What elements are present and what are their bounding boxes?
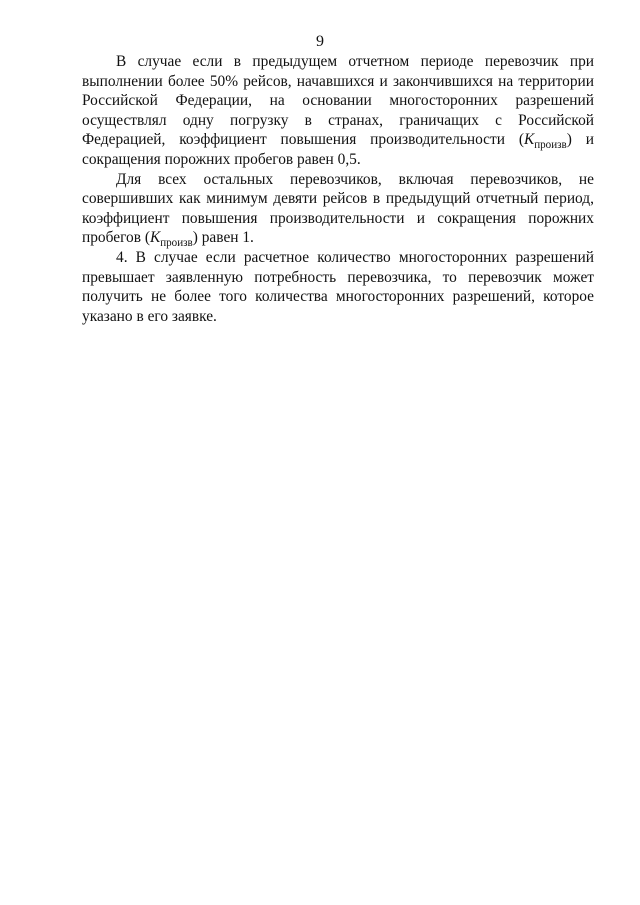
page-number: 9 [316,33,324,50]
paragraph-text: ) и сокращения порожних пробегов равен 0,5. [82,131,594,168]
paragraph-coefficient-half [82,52,594,170]
coefficient-symbol: K [149,229,161,247]
coefficient-symbol: K [523,131,535,149]
paragraph-item-4: 4. В случае если расчетное количество многосторонних разрешений превышает заявленную потребность перевозчика, то перевозчик может получить не более того количества многосторонних разрешений, которое указано в его заявке. [82,248,594,325]
paragraph-text: В случае если в предыдущем отчетном периоде перевозчик при выполнении более 50% рейсов, начавшихся и закончившихся на территории Российской Федерации, на основании многосторонних разрешений осуществлял одну погрузку в странах, граничащих с Российской Федерацией, коэффициент повышения производительности ( [82,53,594,149]
coefficient-subscript: произв [160,237,193,250]
paragraph-coefficient-one [82,170,594,248]
paragraph-text: ) равен 1. [192,229,254,247]
paragraph-text: Для всех остальных перевозчиков, включая перевозчиков, не совершивших как минимум девяти рейсов в предыдущий отчетный период, коэффициент повышения производительности и сокращения порожних пробегов ( [82,170,594,247]
coefficient-subscript: произв [534,139,567,152]
document-body [82,52,594,326]
